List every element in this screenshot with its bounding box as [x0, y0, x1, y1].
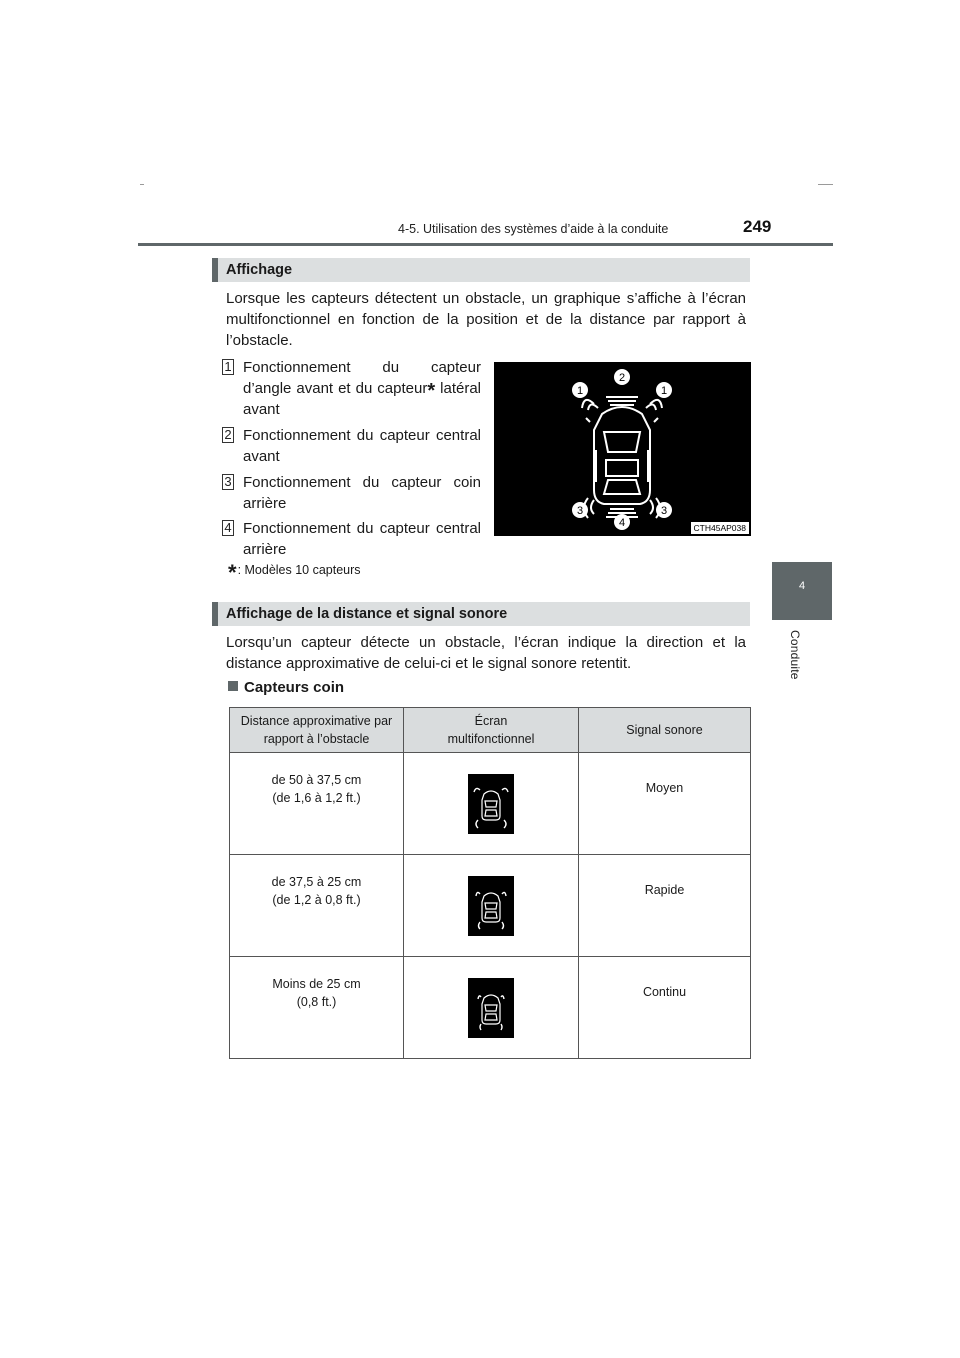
front-center-bar [606, 396, 638, 398]
signal-cell: Rapide [579, 855, 751, 957]
front-right-arc [646, 404, 656, 410]
footnote [228, 560, 361, 586]
section-heading-distance: Affichage de la distance et signal sonore [212, 602, 750, 626]
callout-label: 4 [618, 517, 626, 529]
figure-code: CTH45AP038 [691, 522, 749, 534]
table-header: Signal sonore [579, 708, 751, 753]
distance-cell: de 50 à 37,5 cm (de 1,6 à 1,2 ft.) [230, 753, 404, 855]
list-item-1-line3: avant [243, 401, 280, 418]
lateral-left-bar [586, 418, 590, 422]
rear-right-arc [650, 500, 653, 514]
distance-table [229, 707, 751, 1059]
list-item-2-line1: Fonctionnement du capteur central [243, 427, 481, 444]
front-left-arc [588, 404, 598, 410]
front-center-bar [610, 404, 634, 406]
bullet-square-icon [228, 681, 238, 691]
callout-label: 1 [660, 385, 668, 397]
list-number-1: 1 [222, 359, 234, 375]
signal-cell: Continu [579, 957, 751, 1059]
crop-mark-right [818, 184, 833, 185]
distance-cell: de 37,5 à 25 cm (de 1,2 à 0,8 ft.) [230, 855, 404, 957]
chapter-label: Conduite [788, 630, 802, 680]
roof [606, 460, 638, 476]
screen-cell [404, 753, 579, 855]
front-center-bar [608, 400, 636, 402]
mini-car-display [468, 774, 514, 834]
list-item-3-line1: Fonctionnement du capteur coin [243, 474, 481, 491]
callout-label: 3 [660, 505, 668, 517]
chapter-number: 4 [798, 580, 806, 592]
asterisk-mark: * [427, 380, 436, 402]
footnote-text: : Modèles 10 capteurs [237, 563, 361, 577]
callout-label: 3 [576, 505, 584, 517]
bullet-label: Capteurs coin [244, 679, 345, 696]
crop-mark-left [140, 184, 144, 185]
list-item-1-line1: Fonctionnement du capteur [243, 359, 481, 376]
list-item-3 [243, 472, 481, 514]
list-number-3: 3 [222, 474, 234, 490]
list-item-1 [243, 357, 481, 420]
section1-intro: Lorsque les capteurs détectent un obstacle, un graphique s’affiche à l’écran multifonctionnel en fonction de la position et de la distance par rapport à l’obstacle. [226, 290, 746, 349]
list-number-2: 2 [222, 427, 234, 443]
list-item-1-line2: d’angle avant et du capteur* latéral [243, 380, 482, 402]
page-number: 249 [743, 217, 772, 236]
list-item-4 [243, 518, 481, 560]
callouts [572, 369, 672, 530]
table-header: Distance approximative par rapport à l’obstacle [230, 708, 404, 753]
rear-center-bar [608, 512, 636, 514]
list-number-4: 4 [222, 520, 234, 536]
rear-window [604, 480, 640, 494]
rear-left-arc [591, 500, 594, 514]
lateral-right-bar [654, 418, 658, 422]
bullet-heading [228, 679, 344, 696]
sensor-display-figure [494, 362, 751, 536]
screen-cell [404, 957, 579, 1059]
table-row [230, 753, 751, 855]
section2-intro: Lorsqu’un capteur détecte un obstacle, l’écran indique la direction et la distance approximative de celui-ci et le signal sonore retentit. [226, 634, 746, 672]
list-item-2-line2: avant [243, 448, 280, 465]
table-row [230, 957, 751, 1059]
rear-center-bar [610, 508, 634, 510]
table-header: Écran multifonctionnel [404, 708, 579, 753]
list-item-2 [243, 425, 481, 467]
car-sensor-diagram [494, 362, 751, 536]
list-item-4-line1: Fonctionnement du capteur central [243, 520, 481, 537]
windshield [604, 432, 640, 452]
distance-cell: Moins de 25 cm (0,8 ft.) [230, 957, 404, 1059]
footnote-asterisk: * [228, 560, 237, 585]
header-rule [138, 243, 833, 246]
signal-cell: Moyen [579, 753, 751, 855]
chapter-tab[interactable] [772, 562, 832, 620]
section-heading-affichage: Affichage [212, 258, 750, 282]
running-header: 4-5. Utilisation des systèmes d’aide à la conduite [398, 222, 669, 236]
list-item-4-line2: arrière [243, 541, 287, 558]
car-outline [594, 407, 650, 504]
table-row [230, 855, 751, 957]
mini-car-display [468, 876, 514, 936]
mini-car-display [468, 978, 514, 1038]
callout-label: 1 [576, 385, 584, 397]
callout-label: 2 [618, 372, 626, 384]
list-item-3-line2: arrière [243, 495, 287, 512]
screen-cell [404, 855, 579, 957]
